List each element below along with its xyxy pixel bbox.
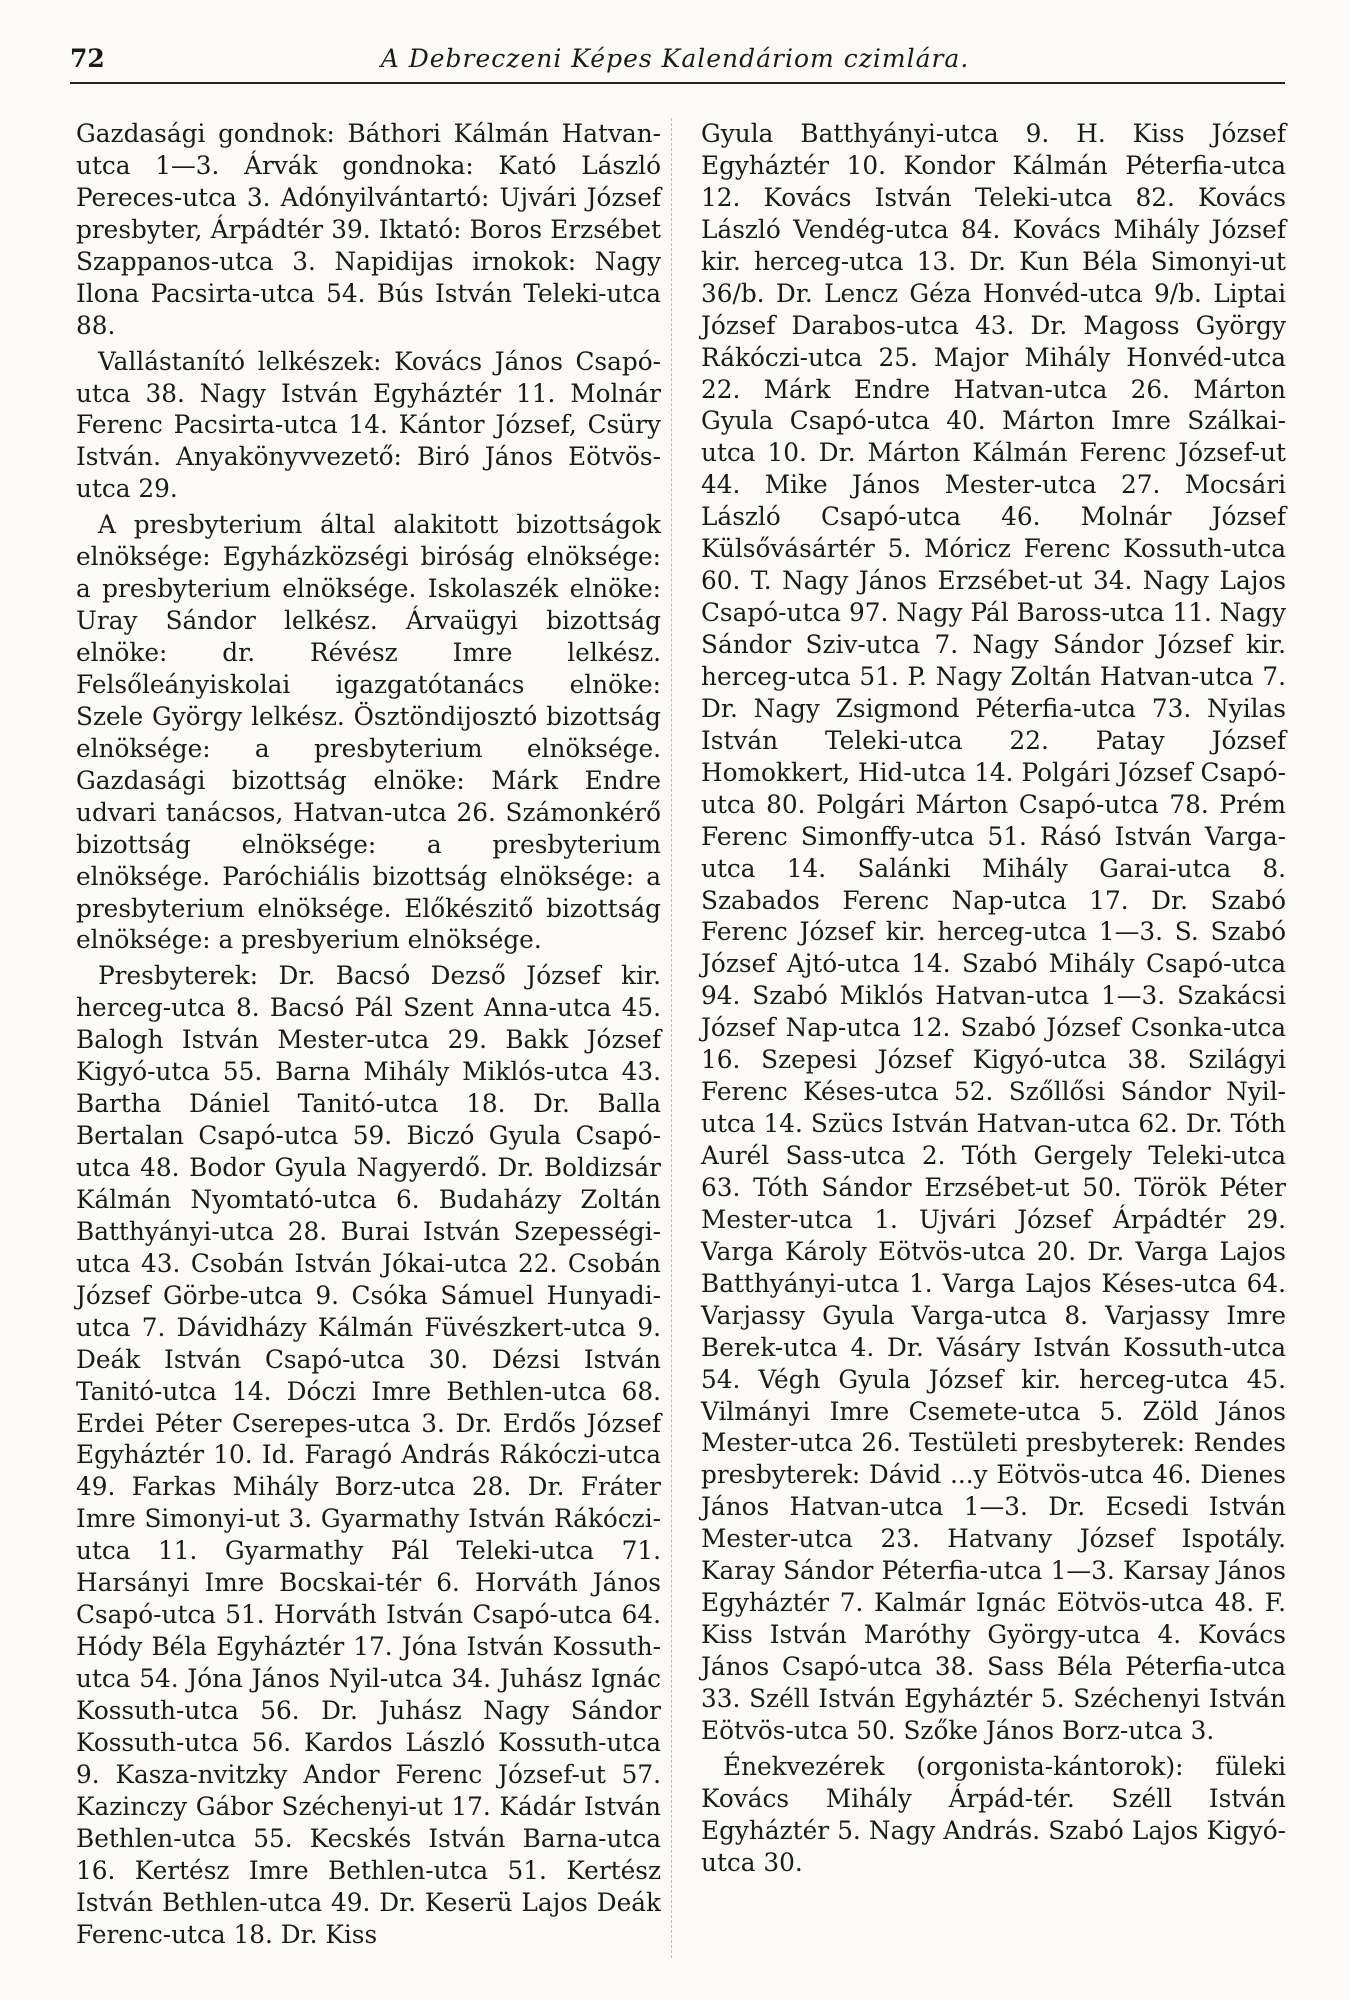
paragraph-committees: A presbyterium által alakitott bizottságok elnöksége: Egyházközségi biróság elnöksége: a presbyterium elnöksége. Iskolaszék elnöke: Uray Sándor lelkész. Árvaügyi bizottság elnöke: dr. Révész Imre lelkész. Felsőleányiskolai igazgatótanács elnöke: Szele György lelkész. Ösztöndijosztó bizottság elnöksége: a presbyterium elnöksége. Gazdasági bizottság elnöke: Márk Endre udvari tanácsos, Hatvan-utca 26. Számonkérő bizottság elnöksége: a presbyterium elnöksége. Paróchiális bizottság elnöksége: a presbyterium elnöksége. Előkészitő bizottság elnöksége: a presbyerium elnöksége. xyxy=(76,510,661,955)
column-divider xyxy=(671,118,672,1958)
header-rule xyxy=(70,82,1285,84)
paragraph-clergy: Vallástanító lelkészek: Kovács János Csapó-utca 38. Nagy István Egyháztér 11. Molnár Ferenc Pacsirta-utca 14. Kántor József, Csüry István. Anyakönyvvezető: Biró János Eötvös-utca 29. xyxy=(76,346,661,504)
left-column xyxy=(76,118,661,1950)
page-header xyxy=(70,44,1280,80)
paragraph-presbyters: Presbyterek: Dr. Bacsó Dezső József kir. herceg-utca 8. Bacsó Pál Szent Anna-utca 45. Balogh István Mester-utca 29. Bakk József Kigyó-utca 55. Barna Mihály Miklós-utca 43. Bartha Dániel Tanitó-utca 18. Dr. Balla Bertalan Csapó-utca 59. Biczó Gyula Csapó-utca 48. Bodor Gyula Nagyerdő. Dr. Boldizsár Kálmán Nyomtató-utca 6. Budaházy Zoltán Batthyányi-utca 28. Burai István Szepességi-utca 43. Csobán István Jókai-utca 22. Csobán József Görbe-utca 9. Csóka Sámuel Hunyadi-utca 7. Dávidházy Kálmán Füvészkert-utca 9. Deák István Csapó-utca 30. Dézsi István Tanitó-utca 14. Dóczi Imre Bethlen-utca 68. Erdei Péter Cserepes-utca 3. Dr. Erdős József Egyháztér 10. Id. Faragó András Rákóczi-utca 49. Farkas Mihály Borz-utca 28. Dr. Fráter Imre Simonyi-ut 3. Gyarmathy István Rákóczi-utca 11. Gyarmathy Pál Teleki-utca 71. Harsányi Imre Bocskai-tér 6. Horváth János Csapó-utca 51. Horváth István Csapó-utca 64. Hódy Béla Egyháztér 17. Jóna István Kossuth-utca 54. Jóna János Nyil-utca 34. Juhász Ignác Kossuth-utca 56. Dr. Juhász Nagy Sándor Kossuth-utca 56. Kardos László Kossuth-utca 9. Kasza-nvitzky Andor Ferenc József-ut 57. Kazinczy Gábor Széchenyi-ut 17. Kádár István Bethlen-utca 55. Kecskés István Barna-utca 16. Kertész Imre Bethlen-utca 51. Kertész István Bethlen-utca 49. Dr. Keserü Lajos Deák Ferenc-utca 18. Dr. Kiss xyxy=(76,961,661,1949)
paragraph-officials: Gazdasági gondnok: Báthori Kálmán Hatvan-utca 1—3. Árvák gondnoka: Kató László Pereces-utca 3. Adónyilvántartó: Ujvári József presbyter, Árpádtér 39. Iktató: Boros Erzsébet Szappanos-utca 3. Napidijas irnokok: Nagy Ilona Pacsirta-utca 54. Bús István Teleki-utca 88. xyxy=(76,119,661,340)
running-title: A Debreczeni Képes Kalendáriom czimlára. xyxy=(380,44,970,73)
paragraph-cantors: Énekvezérek (orgonista-kántorok): füleki Kovács Mihály Árpád-tér. Széll István Egyháztér 5. Nagy András. Szabó Lajos Kigyó-utca 30. xyxy=(701,1751,1286,1877)
page-number: 72 xyxy=(70,44,105,73)
right-column xyxy=(701,118,1286,1879)
paragraph-presbyters-continued: Gyula Batthyányi-utca 9. H. Kiss József Egyháztér 10. Kondor Kálmán Péterfia-utca 12. Kovács István Teleki-utca 82. Kovács László Vendég-utca 84. Kovács Mihály József kir. herceg-utca 13. Dr. Kun Béla Simonyi-ut 36/b. Dr. Lencz Géza Honvéd-utca 9/b. Liptai József Darabos-utca 43. Dr. Magoss György Rákóczi-utca 25. Major Mihály Honvéd-utca 22. Márk Endre Hatvan-utca 26. Márton Gyula Csapó-utca 40. Márton Imre Szálkai-utca 10. Dr. Márton Kálmán Ferenc József-ut 44. Mike János Mester-utca 27. Mocsári László Csapó-utca 46. Molnár József Külsővásártér 5. Móricz Ferenc Kossuth-utca 60. T. Nagy János Erzsébet-ut 34. Nagy Lajos Csapó-utca 97. Nagy Pál Baross-utca 11. Nagy Sándor Sziv-utca 7. Nagy Sándor József kir. herceg-utca 51. P. Nagy Zoltán Hatvan-utca 7. Dr. Nagy Zsigmond Péterfia-utca 73. Nyilas István Teleki-utca 22. Patay József Homokkert, Hid-utca 14. Polgári József Csapó-utca 80. Polgári Márton Csapó-utca 78. Prém Ferenc Simonffy-utca 51. Rásó István Varga-utca 14. Salánki Mihály Garai-utca 8. Szabados Ferenc Nap-utca 17. Dr. Szabó Ferenc József kir. herceg-utca 1—3. S. Szabó József Ajtó-utca 14. Szabó Mihály Csapó-utca 94. Szabó Miklós Hatvan-utca 1—3. Szakácsi József Nap-utca 12. Szabó József Csonka-utca 16. Szepesi József Kigyó-utca 38. Szilágyi Ferenc Késes-utca 52. Szőllősi Sándor Nyil-utca 14. Szücs István Hatvan-utca 62. Dr. Tóth Aurél Sass-utca 2. Tóth Gergely Teleki-utca 63. Tóth Sándor Erzsébet-ut 50. Török Péter Mester-utca 1. Ujvári József Árpádtér 29. Varga Károly Eötvös-utca 20. Dr. Varga Lajos Batthyányi-utca 1. Varga Lajos Késes-utca 64. Varjassy Gyula Varga-utca 8. Varjassy Imre Berek-utca 4. Dr. Vásáry István Kossuth-utca 54. Végh Gyula József kir. herceg-utca 45. Vilmányi Imre Csemete-utca 5. Zöld János Mester-utca 26. Testületi presbyterek: Rendes presbyterek: Dávid ...y Eötvös-utca 46. Dienes János Hatvan-utca 1—3. Dr. Ecsedi István Mester-utca 23. Hatvany József Ispotály. Karay Sándor Péterfia-utca 1—3. Karsay János Egyháztér 7. Kalmár Ignác Eötvös-utca 48. F. Kiss István Maróthy György-utca 4. Kovács János Csapó-utca 38. Sass Béla Péterfia-utca 33. Széll István Egyháztér 5. Széchenyi István Eötvös-utca 50. Szőke János Borz-utca 3. xyxy=(701,119,1286,1745)
